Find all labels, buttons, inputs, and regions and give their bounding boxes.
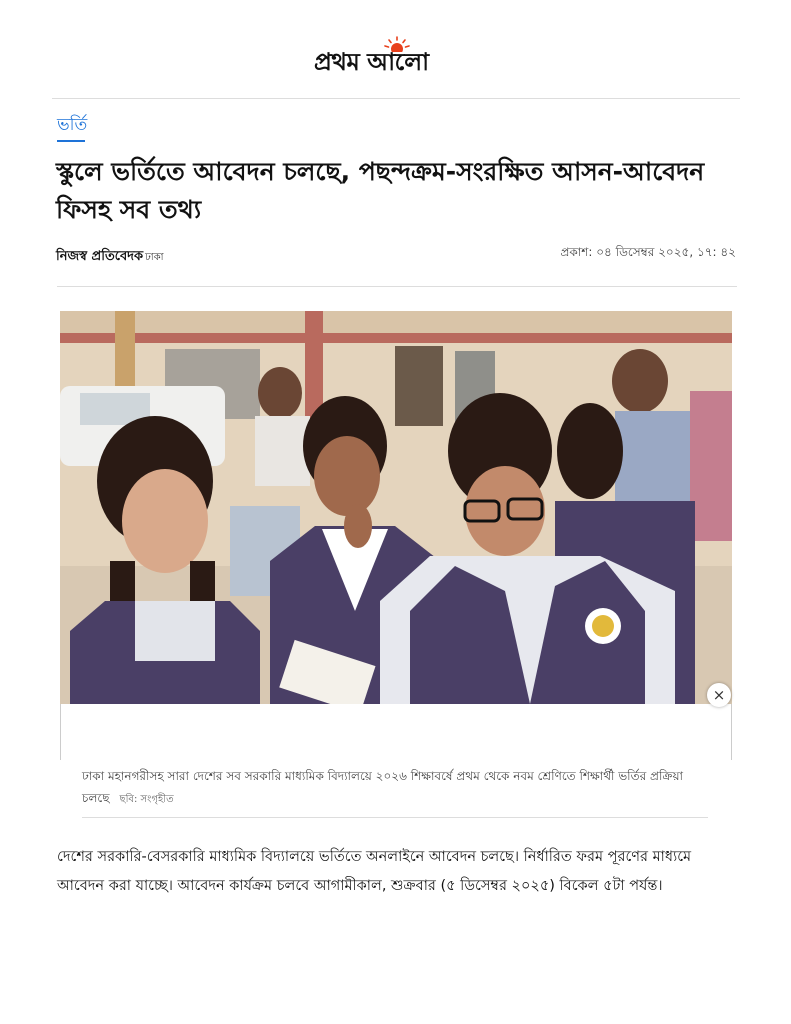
byline [56,247,164,268]
masthead [0,30,791,80]
close-button[interactable]: × [707,683,731,707]
caption-divider [82,817,708,818]
byline-divider [57,286,737,287]
caption-text: ঢাকা মহানগরীসহ সারা দেশের সব সরকারি মাধ্যমিক বিদ্যালয়ে ২০২৬ শিক্ষাবর্ষে প্রথম থেকে নবম শ্রেণিতে শিক্ষার্থী ভর্তির প্রক্রিয়া চলছে [82,769,684,805]
header-divider [52,98,740,99]
logo-text: প্রথম আলো [314,48,429,76]
site-logo[interactable] [300,34,490,76]
article-headline: স্কুলে ভর্তিতে আবেদন চলছে, পছন্দক্রম-সংরক্ষিত আসন-আবেদন ফিসহ সব তথ্য [56,157,705,224]
category-link[interactable]: ভর্তি [57,115,88,135]
photo-illustration [60,311,732,704]
article-photo [60,311,732,704]
photo-ad-strip [60,704,732,760]
author-name[interactable]: নিজস্ব প্রতিবেদক [56,249,144,264]
category-underline [57,140,85,142]
published-time: প্রকাশ: ০৪ ডিসেম্বর ২০২৫, ১৭: ৪২ [560,245,736,259]
photo-credit: ছবি: সংগৃহীত [119,794,174,805]
article-body: দেশের সরকারি-বেসরকারি মাধ্যমিক বিদ্যালয়ে ভর্তিতে অনলাইনে আবেদন চলছে। নির্ধারিত ফরম পূরণের মাধ্যমে আবেদন করা যাচ্ছে। আবেদন কার্যক্রম চলবে আগামীকাল, শুক্রবার (৫ ডিসেম্বর ২০২৫) বিকেল ৫টা পর্যন্ত। [57,849,692,894]
author-location: ঢাকা [145,252,164,263]
photo-caption [82,765,722,811]
